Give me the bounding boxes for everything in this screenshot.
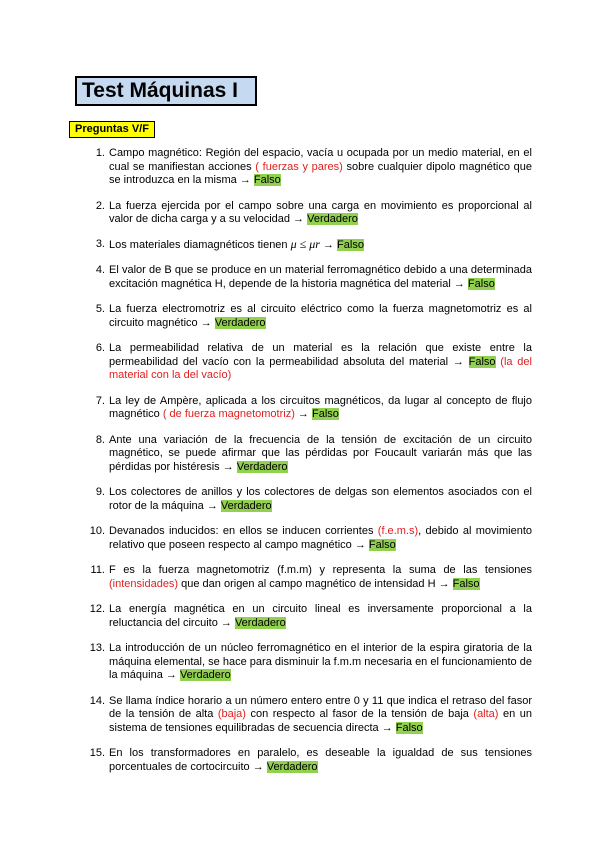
question-fragment: Los colectores de anillos y los colectores de delgas son elementos asociados con el rotor de la máquina → [109,486,532,512]
question-fragment: → [319,238,338,251]
question-fragment: que dan origen al campo magnético de intensidad H → [178,577,453,590]
answer-highlight: Verdadero [220,499,272,512]
answer-highlight: Falso [452,577,480,590]
question-fragment: La permeabilidad relativa de un material es la relación que existe entre la permeabilidad del vacío con la permeabilidad absoluta del material → [109,342,532,368]
question-fragment: , debido al movimiento relativo que poseen respecto al campo magnético → [109,525,532,551]
section-heading: Preguntas V/F [69,121,155,138]
question-item [69,342,532,383]
question-item [69,434,532,475]
question-text [109,238,532,253]
question-item [69,486,532,513]
question-number: 3. [95,237,105,250]
answer-highlight: Verdadero [307,213,358,225]
question-list [69,147,532,774]
correction-note: (la del material con la del vacío) [109,355,532,381]
question-item [69,200,532,227]
question-text [109,564,532,591]
answer-highlight: Verdadero [236,460,288,473]
question-fragment: La energía magnética en un circuito lineal es inversamente proporcional a la reluctancia del circuito → [109,603,532,629]
correction-note: (baja) [217,708,246,720]
question-fragment: en un sistema de tensiones equilibradas de secuencia directa → [109,708,532,734]
question-number: 2. [95,199,105,212]
question-item [69,264,532,291]
question-fragment: → [294,408,312,420]
question-fragment: con respecto al fasor de la tensión de baja [245,708,474,720]
question-item [69,525,532,552]
question-fragment: Ante una variación de la frecuencia de la tensión de excitación de un circuito magnético, se puede afirmar que las pérdidas por Foucault variarán más que las pérdidas por histéresis → [109,433,532,473]
question-text [109,264,532,291]
page-title: Test Máquinas I [75,76,257,106]
question-number: 11. [90,564,105,576]
answer-highlight: Verdadero [234,616,286,629]
question-fragment: El valor de B que se produce en un material ferromagnético debido a una determinada excitación magnética H, depende de la historia magnética del material → [109,264,532,290]
question-text [109,603,532,630]
question-text [109,642,532,683]
question-item [69,147,532,188]
question-item [69,747,532,774]
question-text [109,342,532,383]
question-fragment: En los transformadores en paralelo, es deseable la igualdad de sus tensiones porcentuales de cortocircuito → [109,747,532,773]
question-number: 14. [89,694,105,707]
answer-highlight: Verdadero [179,669,231,681]
answer-highlight: Falso [337,238,364,251]
math-expression: μ ≤ μr [290,236,320,251]
question-text [109,395,532,422]
answer-highlight: Falso [253,174,281,186]
question-fragment: La fuerza ejercida por el campo sobre una carga en movimiento es proporcional al valor de dicha carga y a su velocidad → [109,199,532,225]
question-text [109,747,532,774]
question-text [109,303,532,330]
correction-note: (intensidades) [109,577,179,590]
question-item [69,603,532,630]
question-item [69,695,532,736]
question-fragment: Devanados inducidos: en ellos se inducen corrientes [109,525,378,537]
question-number: 6. [95,342,105,354]
correction-note: (alta) [473,708,499,720]
question-fragment: Los materiales diamagnéticos tienen [109,238,291,251]
question-number: 8. [95,433,105,446]
question-number: 4. [95,264,105,276]
answer-highlight: Falso [312,408,339,420]
answer-highlight: Falso [468,355,496,368]
question-text [109,434,532,475]
question-text [109,525,532,552]
question-item [69,564,532,591]
question-number: 12. [89,603,105,615]
question-number: 10. [89,525,105,537]
question-item [69,642,532,683]
answer-highlight: Falso [467,277,495,290]
question-fragment: La introducción de un núcleo ferromagnético en el interior de la espira giratoria de la máquina elemental, se hace para disminuir la f.m.m necesaria en el funcionamiento de la máquina → [109,642,532,681]
question-fragment: F es la fuerza magnetomotriz (f.m.m) y representa la suma de las tensiones [109,564,532,576]
question-item [69,395,532,422]
question-text [109,147,532,188]
correction-note: ( fuerzas y pares) [255,160,343,173]
question-fragment: sobre cualquier dipolo magnético que se introduzca en la misma → [109,160,532,186]
correction-note: (f.e.m.s) [377,525,419,537]
correction-note: ( de fuerza magnetomotriz) [162,408,295,420]
question-text [109,200,532,227]
question-number: 9. [95,486,105,498]
answer-highlight: Verdadero [266,760,318,773]
question-fragment: Campo magnético: Región del espacio, vacía u ocupada por un medio material, en el cual se manifiestan acciones [109,147,532,173]
question-number: 1. [95,147,105,159]
question-fragment: Se llama índice horario a un número entero entre 0 y 11 que indica el retraso del fasor de la tensión de alta [109,694,532,720]
answer-highlight: Falso [395,721,423,734]
question-number: 13. [89,642,105,654]
question-item [69,303,532,330]
question-text [109,695,532,736]
question-number: 5. [95,303,105,315]
question-fragment: La ley de Ampère, aplicada a los circuitos magnéticos, da lugar al concepto de flujo magnético [109,394,532,420]
question-number: 15. [89,747,105,759]
question-item [69,238,532,253]
answer-highlight: Verdadero [214,316,266,329]
question-text [109,486,532,513]
question-fragment: La fuerza electromotriz es al circuito eléctrico como la fuerza magnetomotriz es al circuito magnético → [109,303,532,329]
question-number: 7. [95,394,105,407]
answer-highlight: Falso [368,538,396,551]
